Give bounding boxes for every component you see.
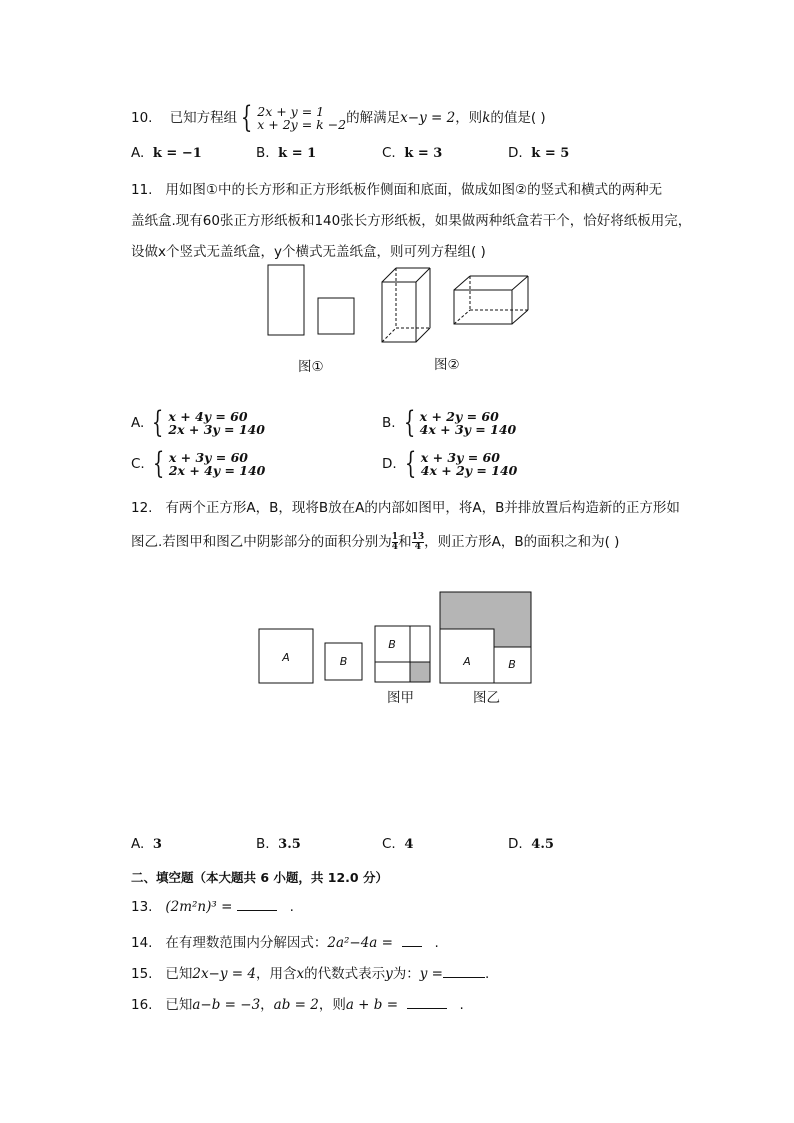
- q12-option-b[interactable]: B. 3.5: [256, 836, 301, 852]
- q10-equation-system: { 2x + y = 1 x + 2y = k −2: [240, 100, 347, 135]
- q10-option-c[interactable]: C. k = 3: [382, 145, 443, 161]
- q12-figure: [255, 588, 540, 688]
- q12-number: 12.: [131, 500, 153, 516]
- horizontal-box: [454, 276, 528, 324]
- q14: 14. 在有理数范围内分解因式：2a²−4a = .: [131, 935, 439, 951]
- q11-stem-line3: 设做x个竖式无盖纸盒，y个横式无盖纸盒，则可列方程组( ): [131, 244, 486, 260]
- q12-stem-line1: 12. 有两个正方形A，B，现将B放在A的内部如图甲，将A，B并排放置后构造新的正方形如: [131, 500, 680, 516]
- q12-stem-line2: 图乙.若图甲和图乙中阴影部分的面积分别为 $\frac{1}{4}$ 和 $\frac{13}{4}$ ，则正方形A，B的面积之和为( ): [131, 531, 620, 552]
- q11-option-b[interactable]: B. { x + 2y = 60 4x + 3y = 140: [382, 405, 517, 440]
- q13: 13. (2m²n)³ = .: [131, 899, 294, 915]
- q14-answer-blank[interactable]: [402, 946, 422, 947]
- vertical-box: [382, 268, 430, 342]
- rectangle-board: [268, 265, 304, 335]
- q10-stem: 10. 已知方程组 { 2x + y = 1 x + 2y = k −2 的解满足x−y = 2，则k的值是( ): [131, 100, 546, 135]
- q10-option-a[interactable]: A. k = −1: [131, 145, 202, 161]
- q11-option-d[interactable]: D. { x + 3y = 60 4x + 2y = 140: [382, 446, 518, 481]
- q11-option-a[interactable]: A. { x + 4y = 60 2x + 3y = 140: [131, 405, 265, 440]
- q15-answer-blank[interactable]: [443, 977, 485, 978]
- q11-option-c[interactable]: C. { x + 3y = 60 2x + 4y = 140: [131, 446, 266, 481]
- q12-option-c[interactable]: C. 4: [382, 836, 414, 852]
- fraction-thirteen-quarters: $\frac{13}{4}$: [411, 531, 425, 552]
- fig-jia-b-label: B: [388, 638, 396, 651]
- section-title: 二、填空题（本大题共 6 小题，共 12.0 分）: [131, 870, 388, 885]
- square-board: [318, 298, 354, 334]
- square-b-label: B: [339, 655, 348, 668]
- fig-yi-b-label: B: [508, 658, 516, 671]
- q11-stem-line1: 11. 用如图①中的长方形和正方形纸板作侧面和底面，做成如图②的竖式和横式的两种无: [131, 182, 663, 198]
- q10-option-b[interactable]: B. k = 1: [256, 145, 317, 161]
- q10-option-d[interactable]: D. k = 5: [508, 145, 570, 161]
- fig-jia-shaded: [410, 662, 430, 682]
- q16-answer-blank[interactable]: [407, 1008, 447, 1009]
- q11-stem-line2: 盖纸盒.现有60张正方形纸板和140张长方形纸板，如果做两种纸盒若干个，恰好将纸板用完，: [131, 213, 692, 229]
- q16: 16. 已知a−b = −3，ab = 2，则a + b = .: [131, 997, 464, 1013]
- q15: 15. 已知2x−y = 4，用含x的代数式表示y为：y = .: [131, 966, 490, 982]
- q13-answer-blank[interactable]: [237, 910, 277, 911]
- q11-fig2-label: 图②: [434, 357, 460, 373]
- q12-option-d[interactable]: D. 4.5: [508, 836, 554, 852]
- square-a-label: A: [282, 651, 290, 664]
- q11-number: 11.: [131, 182, 153, 198]
- q10-number: 10.: [131, 110, 153, 126]
- q12-option-a[interactable]: A. 3: [131, 836, 162, 852]
- fig-yi-a-label: A: [463, 655, 471, 668]
- q11-fig1-label: 图①: [298, 359, 324, 375]
- q12-fig-jia-label: 图甲: [387, 690, 414, 706]
- fraction-one-quarter: $\frac{1}{4}$: [391, 531, 399, 552]
- q12-fig-yi-label: 图乙: [473, 690, 500, 706]
